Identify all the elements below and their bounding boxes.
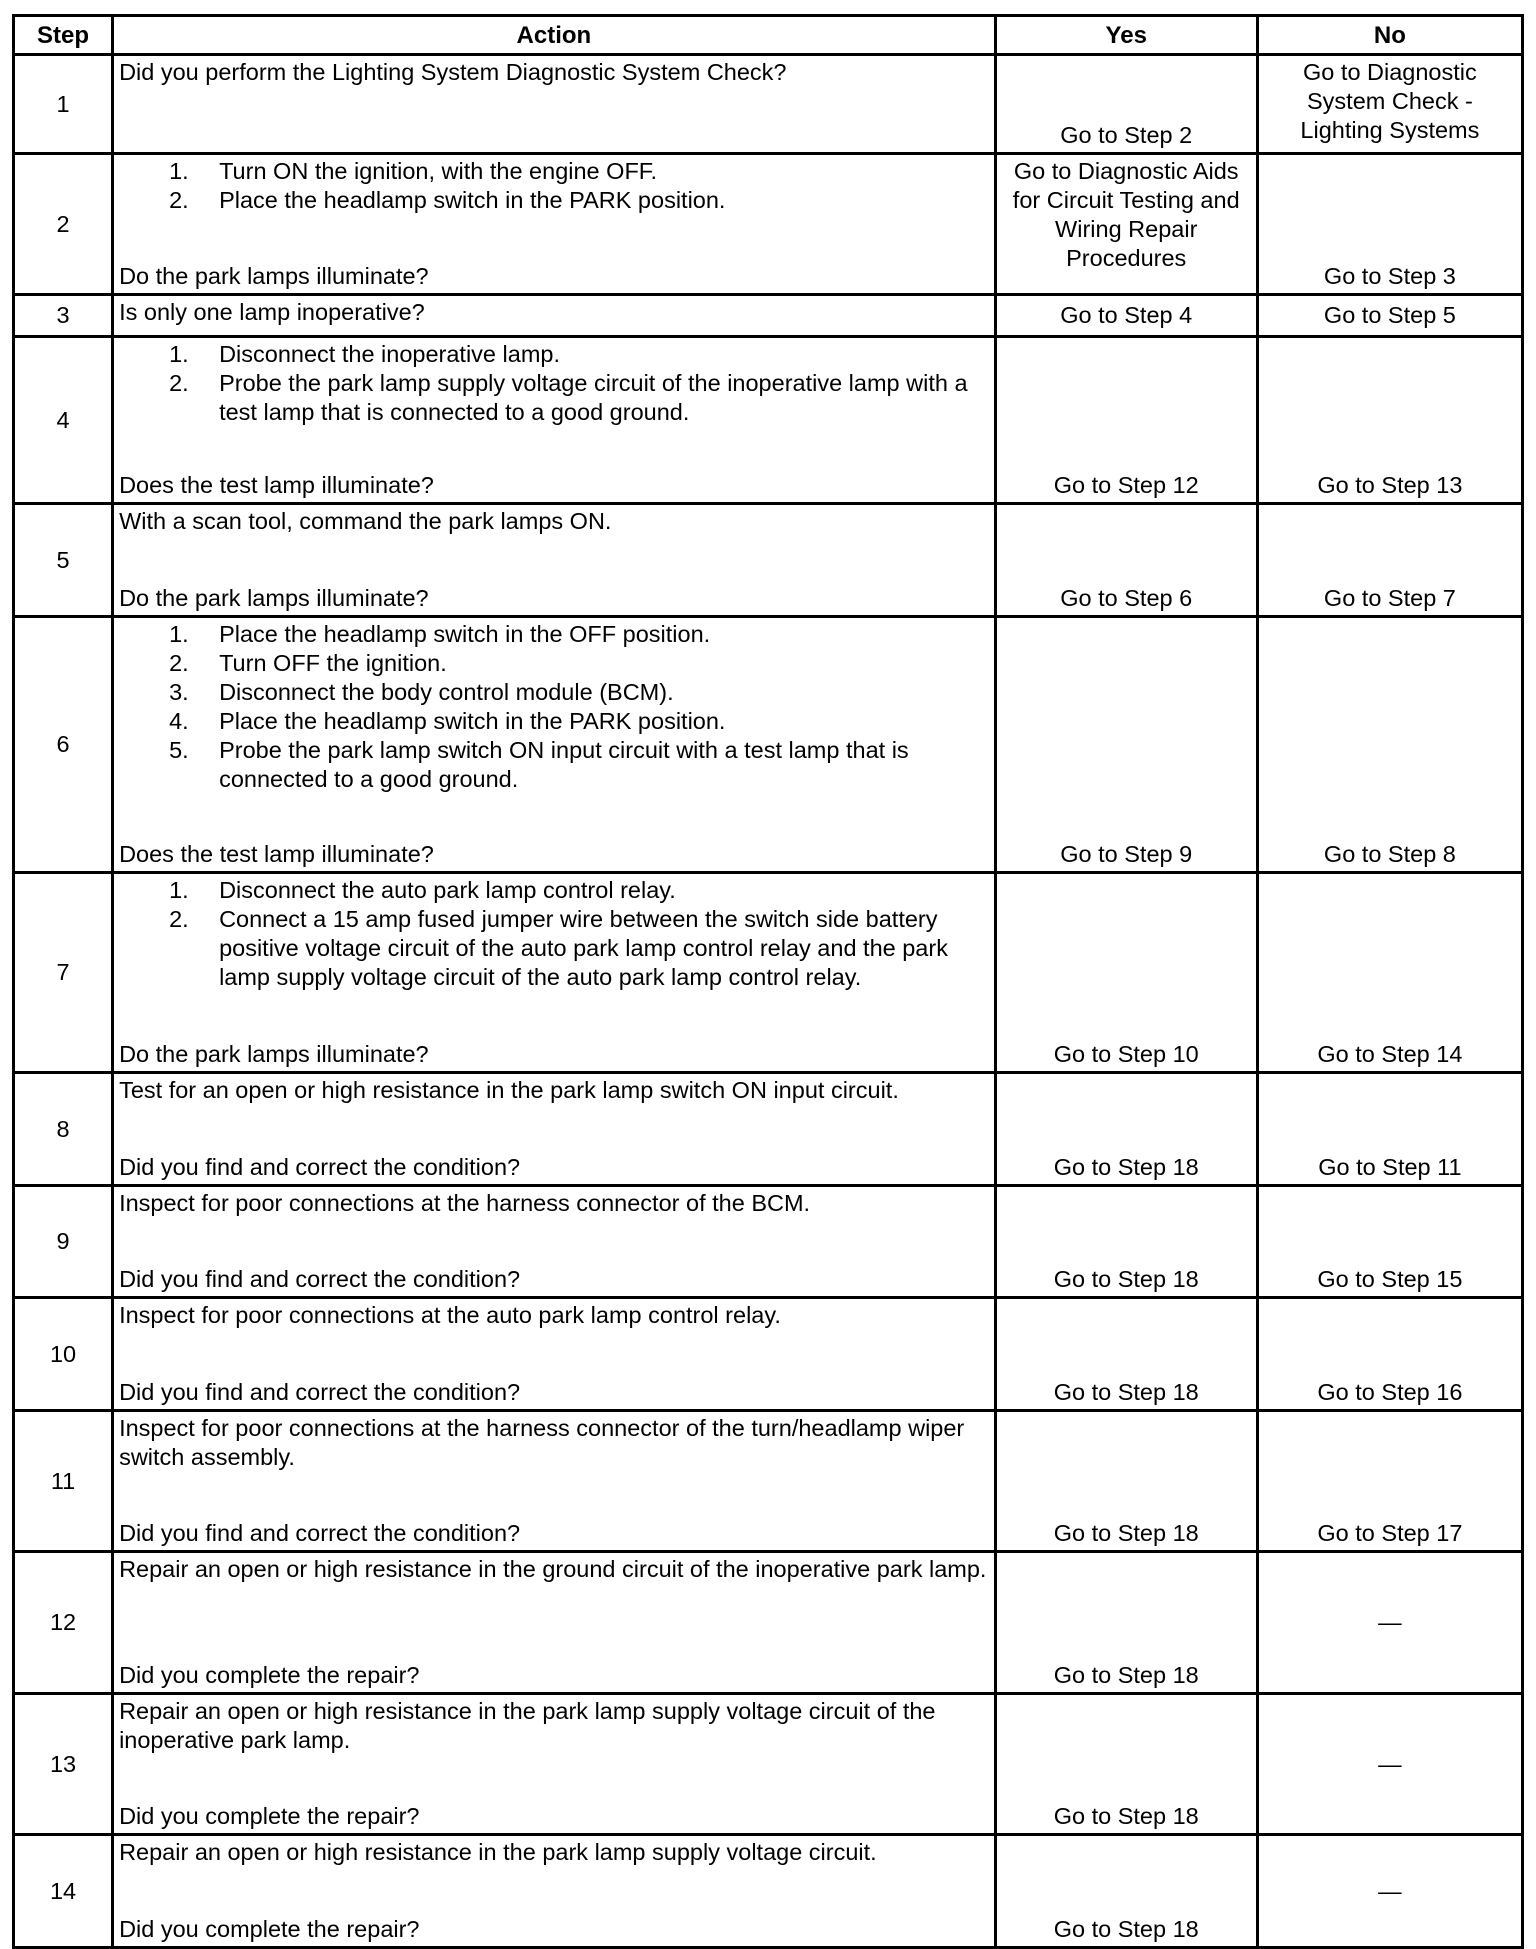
step-cell: 9 [14, 1186, 113, 1298]
action-cell [113, 1073, 996, 1186]
header-row [14, 16, 1523, 55]
procedure-number: 2. [169, 906, 189, 932]
procedure-item [119, 369, 988, 427]
procedure-text: Place the headlamp switch in the OFF position. [219, 621, 711, 647]
no-cell [1257, 1186, 1522, 1298]
header-action: Action [113, 16, 996, 55]
action-cell [113, 1835, 996, 1948]
table-row [14, 1552, 1523, 1694]
procedure-number: 3. [169, 679, 189, 705]
procedure-text: Probe the park lamp switch ON input circuit with a test lamp that is connected to a good ground. [219, 737, 909, 792]
action-question: Did you find and correct the condition? [119, 1379, 521, 1405]
procedure-item [119, 620, 988, 649]
no-text: Go to Step 8 [1323, 841, 1456, 867]
step-cell: 6 [14, 617, 113, 873]
procedure-list [119, 340, 988, 427]
no-text: — [1378, 1877, 1402, 1904]
no-cell [1257, 873, 1522, 1073]
table-row [14, 337, 1523, 504]
action-text: Did you perform the Lighting System Diagnostic System Check? [119, 59, 787, 85]
yes-text: Go to Step 18 [1053, 1916, 1199, 1942]
procedure-text: Disconnect the body control module (BCM). [219, 679, 674, 705]
procedure-text: Place the headlamp switch in the PARK position. [219, 708, 726, 734]
diagnostic-table [12, 14, 1524, 1949]
yes-cell [995, 1694, 1257, 1835]
procedure-text: Disconnect the inoperative lamp. [219, 341, 560, 367]
no-text: Go to Step 17 [1317, 1520, 1463, 1546]
procedure-item [119, 905, 988, 992]
procedure-item [119, 876, 988, 905]
no-text: Go to Diagnostic System Check - Lighting Systems [1300, 59, 1480, 143]
step-cell: 3 [14, 295, 113, 337]
action-cell [113, 617, 996, 873]
action-question: Did you complete the repair? [119, 1662, 420, 1688]
yes-cell [995, 873, 1257, 1073]
procedure-number: 2. [169, 650, 189, 676]
table-row [14, 873, 1523, 1073]
yes-cell [995, 1835, 1257, 1948]
yes-cell [995, 1411, 1257, 1552]
no-cell [1257, 1552, 1522, 1694]
procedure-text: Disconnect the auto park lamp control relay. [219, 877, 676, 903]
no-cell [1257, 295, 1522, 337]
action-question: Do the park lamps illuminate? [119, 585, 429, 611]
no-cell [1257, 1073, 1522, 1186]
no-cell [1257, 617, 1522, 873]
yes-cell [995, 504, 1257, 617]
action-text: Repair an open or high resistance in the park lamp supply voltage circuit. [119, 1839, 877, 1865]
procedure-number: 1. [169, 621, 189, 647]
yes-text: Go to Step 12 [1053, 472, 1199, 498]
procedure-text: Turn OFF the ignition. [219, 650, 447, 676]
action-question: Did you complete the repair? [119, 1803, 420, 1829]
step-cell: 7 [14, 873, 113, 1073]
yes-text: Go to Step 18 [1053, 1154, 1199, 1180]
table-row [14, 1694, 1523, 1835]
table-body [14, 55, 1523, 1948]
action-question: Does the test lamp illuminate? [119, 472, 434, 498]
table-row [14, 1298, 1523, 1411]
procedure-text: Place the headlamp switch in the PARK position. [219, 187, 726, 213]
action-cell [113, 504, 996, 617]
action-question: Does the test lamp illuminate? [119, 841, 434, 867]
procedure-number: 5. [169, 737, 189, 763]
table-row [14, 1411, 1523, 1552]
yes-cell [995, 337, 1257, 504]
action-text: Is only one lamp inoperative? [119, 299, 425, 325]
yes-text: Go to Step 6 [1060, 585, 1193, 611]
step-cell: 2 [14, 154, 113, 295]
procedure-number: 4. [169, 708, 189, 734]
procedure-item [119, 678, 988, 707]
no-cell [1257, 55, 1522, 154]
action-cell [113, 1411, 996, 1552]
no-text: Go to Step 3 [1323, 263, 1456, 289]
no-cell [1257, 337, 1522, 504]
table-row [14, 55, 1523, 154]
procedure-item [119, 649, 988, 678]
yes-cell [995, 617, 1257, 873]
procedure-text: Probe the park lamp supply voltage circuit of the inoperative lamp with a test lamp that is connected to a good ground. [219, 370, 968, 425]
action-question: Do the park lamps illuminate? [119, 263, 429, 289]
action-text: With a scan tool, command the park lamps ON. [119, 508, 612, 534]
action-text: Repair an open or high resistance in the park lamp supply voltage circuit of the inoperative park lamp. [119, 1698, 936, 1753]
no-text: — [1378, 1750, 1402, 1777]
no-text: Go to Step 15 [1317, 1266, 1463, 1292]
procedure-text: Connect a 15 amp fused jumper wire between the switch side battery positive voltage circuit of the auto park lamp control relay and the park lamp supply voltage circuit of the auto park lamp control relay. [219, 906, 948, 990]
procedure-list [119, 620, 988, 794]
action-question: Did you find and correct the condition? [119, 1154, 521, 1180]
step-cell: 12 [14, 1552, 113, 1694]
no-text: Go to Step 5 [1323, 302, 1456, 328]
header-no: No [1257, 16, 1522, 55]
step-cell: 4 [14, 337, 113, 504]
procedure-item [119, 186, 988, 215]
step-cell: 11 [14, 1411, 113, 1552]
action-question: Did you find and correct the condition? [119, 1266, 521, 1292]
yes-text: Go to Step 10 [1053, 1041, 1199, 1067]
action-cell [113, 154, 996, 295]
step-cell: 14 [14, 1835, 113, 1948]
table-row [14, 1186, 1523, 1298]
yes-text: Go to Step 18 [1053, 1379, 1199, 1405]
action-cell [113, 337, 996, 504]
table-row [14, 504, 1523, 617]
table-row [14, 154, 1523, 295]
no-text: Go to Step 14 [1317, 1041, 1463, 1067]
procedure-number: 1. [169, 341, 189, 367]
no-cell [1257, 154, 1522, 295]
yes-cell [995, 1073, 1257, 1186]
procedure-item [119, 736, 988, 794]
table-row [14, 617, 1523, 873]
procedure-item [119, 340, 988, 369]
procedure-item [119, 157, 988, 186]
step-cell: 10 [14, 1298, 113, 1411]
no-cell [1257, 1298, 1522, 1411]
action-text: Inspect for poor connections at the auto park lamp control relay. [119, 1302, 781, 1328]
action-question: Did you find and correct the condition? [119, 1520, 521, 1546]
table-row [14, 1073, 1523, 1186]
yes-text: Go to Diagnostic Aids for Circuit Testing and Wiring Repair Procedures [1012, 158, 1240, 271]
table-row [14, 295, 1523, 337]
no-cell [1257, 1835, 1522, 1948]
yes-cell [995, 295, 1257, 337]
no-cell [1257, 1694, 1522, 1835]
step-cell: 1 [14, 55, 113, 154]
yes-cell [995, 1298, 1257, 1411]
yes-text: Go to Step 18 [1053, 1803, 1199, 1829]
step-cell: 13 [14, 1694, 113, 1835]
procedure-list [119, 876, 988, 992]
procedure-text: Turn ON the ignition, with the engine OFF. [219, 158, 658, 184]
header-yes: Yes [995, 16, 1257, 55]
action-cell [113, 1186, 996, 1298]
no-text: Go to Step 16 [1317, 1379, 1463, 1405]
yes-text: Go to Step 9 [1060, 841, 1193, 867]
no-text: Go to Step 11 [1318, 1154, 1462, 1180]
action-text: Repair an open or high resistance in the ground circuit of the inoperative park lamp. [119, 1556, 987, 1582]
procedure-list [119, 157, 988, 215]
no-cell [1257, 504, 1522, 617]
action-text: Test for an open or high resistance in the park lamp switch ON input circuit. [119, 1077, 899, 1103]
yes-cell [995, 1186, 1257, 1298]
procedure-item [119, 707, 988, 736]
no-text: — [1378, 1609, 1402, 1635]
action-cell [113, 873, 996, 1073]
no-text: Go to Step 13 [1317, 472, 1463, 498]
yes-cell [995, 1552, 1257, 1694]
yes-cell [995, 55, 1257, 154]
yes-text: Go to Step 18 [1053, 1662, 1199, 1688]
action-cell [113, 55, 996, 154]
yes-cell [995, 154, 1257, 295]
procedure-number: 2. [169, 187, 189, 213]
step-cell: 8 [14, 1073, 113, 1186]
procedure-number: 2. [169, 370, 189, 396]
yes-text: Go to Step 2 [1060, 122, 1193, 148]
yes-text: Go to Step 18 [1053, 1266, 1199, 1292]
no-text: Go to Step 7 [1323, 585, 1456, 611]
header-step: Step [14, 16, 113, 55]
table-row [14, 1835, 1523, 1948]
action-text: Inspect for poor connections at the harness connector of the turn/headlamp wiper switch assembly. [119, 1415, 965, 1470]
action-text: Inspect for poor connections at the harness connector of the BCM. [119, 1190, 811, 1216]
action-question: Did you complete the repair? [119, 1916, 420, 1942]
step-cell: 5 [14, 504, 113, 617]
no-cell [1257, 1411, 1522, 1552]
action-cell [113, 295, 996, 337]
action-cell [113, 1298, 996, 1411]
procedure-number: 1. [169, 158, 189, 184]
action-cell [113, 1694, 996, 1835]
yes-text: Go to Step 4 [1060, 302, 1193, 328]
action-question: Do the park lamps illuminate? [119, 1041, 429, 1067]
action-cell [113, 1552, 996, 1694]
yes-text: Go to Step 18 [1053, 1520, 1199, 1546]
procedure-number: 1. [169, 877, 189, 903]
